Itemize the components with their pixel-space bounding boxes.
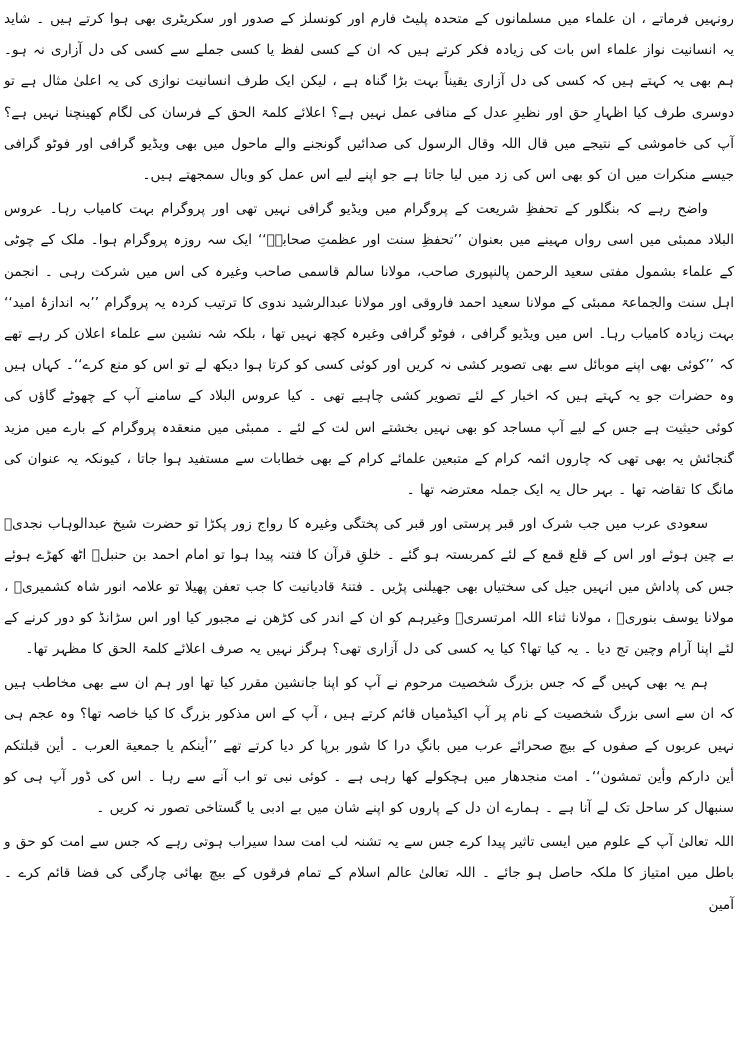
paragraph-1: رونہیں فرماتے ، ان علماء میں مسلمانوں کے متحدہ پلیٹ فارم اور کونسلز کے صدور اور سکریٹری بھی ہوا کرتے ہیں ۔ شاید یہ انسانیت نواز علماء اس بات کی زیادہ فکر کرتے ہیں کہ ان کے کسی لفظ یا کسی جملے سے کسی کی دل آزاری نہ ہو۔ ہم بھی یہ کہتے ہیں کہ کسی کی دل آزاری یقیناً بہت بڑا گناہ ہے ، لیکن ایک طرف انسانیت نوازی کی یہ اعلیٰ مثال ہے تو دوسری طرف کیا اظہارِ حق اور نظیرِ عدل کے منافی عمل نہیں ہے؟ اعلائے کلمۃ الحق کے فرسان کی لگام کھینچنا نہیں ہے؟ آپ کی خاموشی کے نتیجے میں قال اللہ وقال الرسول کی صدائیں گونجنے والے ماحول میں بھی ویڈیو گرافی اور فوٹو گرافی جیسے منکرات میں ان کو بھی اس کی زد میں لیا جاتا ہے جو اپنے لیے اس عمل کو وبال سمجھتے ہیں۔	[4, 11, 734, 184]
paragraph-3: سعودی عرب میں جب شرک اور قبر پرستی اور قبر کی پختگی وغیرہ کا رواج زور پکڑا تو حضرت شیخ عبدالوہاب نجدیؒ بے چین ہوئے اور اس کے قلع قمع کے لئے کمربستہ ہو گئے ۔ خلقِ قرآن کا فتنہ پیدا ہوا تو امام احمد بن حنبلؒ اٹھ کھڑے ہوئے جس کی پاداش میں انہیں جیل کی سختیاں بھی جھیلنی پڑیں ۔ فتنۂ قادیانیت کا جب تعفن پھیلا تو علامہ انور شاہ کشمیریؒ ، مولانا یوسف بنوریؒ ، مولانا ثناء اللہ امرتسریؒ وغیرہم کو ان کے اندر کی کڑھن نے مجبور کیا اور اس سڑانڈ کو دور کرنے کے لئے اپنا آرام وچین تج دیا ۔ یہ کیا تھا؟ کیا یہ کسی کی دل آزاری تھی؟ ہرگز نہیں یہ صرف اعلائے کلمۃ الحق کا مظہر تھا۔	[4, 516, 734, 658]
paragraph-2: واضح رہے کہ بنگلور کے تحفظِ شریعت کے پروگرام میں ویڈیو گرافی نہیں تھی اور پروگرام بہت کامیاب رہا۔ عروس البلاد ممبئی میں اسی رواں مہینے میں بعنوان ’’تحفظِ سنت اور عظمتِ صحابہؓ‘‘ ایک سہ روزہ پروگرام ہوا۔ ملک کے چوٹی کے علماء بشمول مفتی سعید الرحمن پالنپوری صاحب، مولانا سالم قاسمی صاحب وغیرہ کی اس میں شرکت رہی ۔ انجمن اہل سنت والجماعۃ ممبئی کے مولانا سعید احمد فاروقی اور مولانا عبدالرشید ندوی کا ترتیب کردہ یہ پروگرام ’’بہ اندازۂ امید‘‘ بہت زیادہ کامیاب رہا۔ اس میں ویڈیو گرافی ، فوٹو گرافی وغیرہ کچھ نہیں تھا ، بلکہ شہ نشین سے علماء اعلان کر رہے تھے کہ ’’کوئی بھی اپنے موبائل سے بھی تصویر کشی نہ کریں اور کوئی کسی کو کرتا ہوا دیکھ لے تو اس کو منع کرے‘‘۔ کہاں ہیں وہ حضرات جو یہ کہتے ہیں کہ اخبار کے لئے تصویر کشی چاہیے تھی ۔ کیا عروس البلاد کے سامنے آپ کے چھوٹے گاؤں کی کوئی حیثیت ہے جس کے لیے آپ مساجد کو بھی نہیں بخشتے اس لت کے لئے ۔ ممبئی میں منعقدہ پروگرام کے بارے میں مزید گنجائش یہ بھی تھی کہ چاروں ائمہ کرام کے متبعین علمائے کرام کے بھی خطابات سے مستفید ہوا جاتا ، کیونکہ یہ عنوان کی مانگ کا تقاضہ تھا ۔ بہر حال یہ ایک جملہ معترضہ تھا ۔	[4, 201, 734, 499]
paragraph-5: اللہ تعالیٰ آپ کے علوم میں ایسی تاثیر پیدا کرے جس سے یہ تشنہ لب امت سدا سیراب ہوتی رہے کہ جس سے امت کو حق و باطل میں امتیاز کا ملکہ حاصل ہو جائے ۔ اللہ تعالیٰ عالم اسلام کے تمام فرقوں کے بیچ بھائی چارگی کی فضا قائم کرے ۔ آمین	[4, 834, 734, 913]
paragraph-4: ہم یہ بھی کہیں گے کہ جس بزرگ شخصیت مرحوم نے آپ کو اپنا جانشین مقرر کیا تھا اور ہم ان سے بھی مخاطب ہیں کہ ان سے اسی بزرگ شخصیت کے نام پر آپ اکیڈمیاں قائم کرتے ہیں ، آپ کے اس مذکور بزرگ کا کیا خاصہ تھا؟ وہ عجم ہی نہیں عربوں کے صفوں کے بیچ صحرائے عرب میں بانگِ درا کا شور برپا کر دیا کرتے تھے ’’أينكم يا جمعية العرب ۔ أين قبلتكم أين داركم وأين تمشون‘‘۔ امت منجدھار میں ہچکولے کھا رہی ہے ۔ کوئی نبی تو اب آنے سے رہا ۔ اس کی ڈور آپ ہی کو سنبھال کر ساحل تک لے آنا ہے ۔ ہمارے ان دل کے پاروں کو اپنے شان میں بے ادبی یا گستاخی تصور نہ کریں ۔	[4, 675, 734, 817]
